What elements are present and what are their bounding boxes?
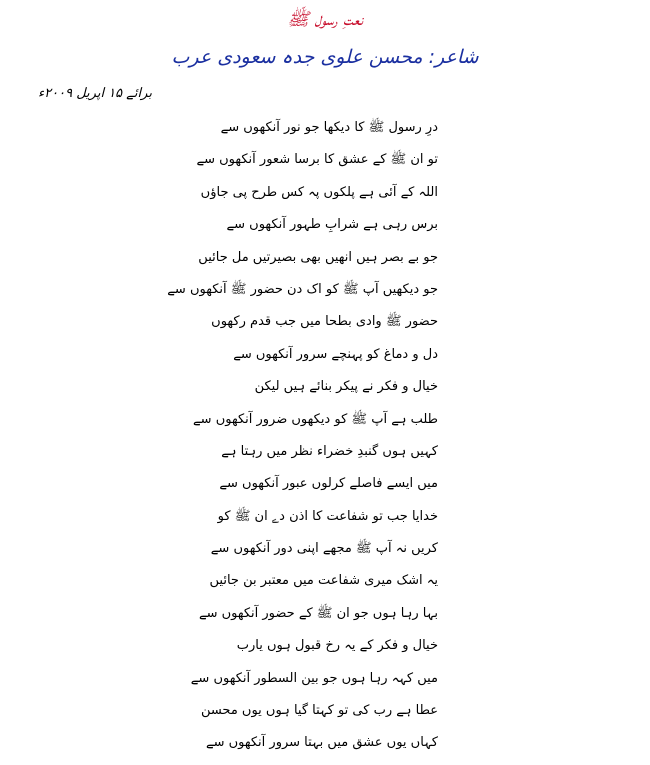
verse-line: خیال و فکر کے یہ رخ قبول ہوں یارب <box>236 638 438 654</box>
verse-line: حضور ﷺ وادی بطحا میں جب قدم رکھوں <box>211 314 438 330</box>
verse-line: کریں نہ آپ ﷺ مجھے اپنی دور آنکھوں سے <box>210 541 438 557</box>
verse-line: اللہ کے آئی ہے پلکوں پہ کس طرح پی جاؤں <box>200 184 438 200</box>
verse-line: کہیں ہوں گنبدِ خضراء نظر میں رہتا ہے <box>221 443 438 459</box>
verse-line: کہاں یوں عشق میں بہتا سرور آنکھوں سے <box>205 735 438 751</box>
verse-line: میں کہہ رہا ہوں جو بین السطور آنکھوں سے <box>190 670 438 686</box>
verse-line: بہا رہا ہوں جو ان ﷺ کے حضور آنکھوں سے <box>198 605 438 621</box>
verse-line: خیال و فکر نے پیکر بنائے ہیں لیکن <box>254 379 438 395</box>
poet-line: شاعر: محسن علوی جدہ سعودی عرب <box>171 46 479 68</box>
verse-line: جو دیکھیں آپ ﷺ کو اک دن حضور ﷺ آنکھوں سے <box>167 281 438 297</box>
page-title: نعتِ رسول ﷺ <box>287 9 363 30</box>
poem-verses <box>167 112 438 760</box>
verse-line: جو بے بصر ہیں انھیں بھی بصیرتیں مل جائیں <box>198 249 438 265</box>
verse-line: خدایا جب تو شفاعت کا اذن دے ان ﷺ کو <box>217 508 438 524</box>
verse-line: میں ایسے فاصلے کرلوں عبور آنکھوں سے <box>219 476 438 492</box>
verse-line: دل و دماغ کو پہنچے سرور آنکھوں سے <box>233 346 438 362</box>
verse-line: برس رہی ہے شرابِ طہور آنکھوں سے <box>226 217 438 233</box>
verse-line: یہ اشک میری شفاعت میں معتبر بن جائیں <box>209 573 438 589</box>
verse-line: عطا ہے رب کی تو کہتا گیا ہوں یوں محسن <box>200 703 438 719</box>
dateline: برائے ۱۵ اپریل ۲۰۰۹ء <box>38 86 152 101</box>
verse-line: تو ان ﷺ کے عشق کا برسا شعور آنکھوں سے <box>196 152 438 168</box>
verse-line: درِ رسول ﷺ کا دیکھا جو نور آنکھوں سے <box>220 120 438 135</box>
verse-line: طلب ہے آپ ﷺ کو دیکھوں ضرور آنکھوں سے <box>193 411 438 427</box>
